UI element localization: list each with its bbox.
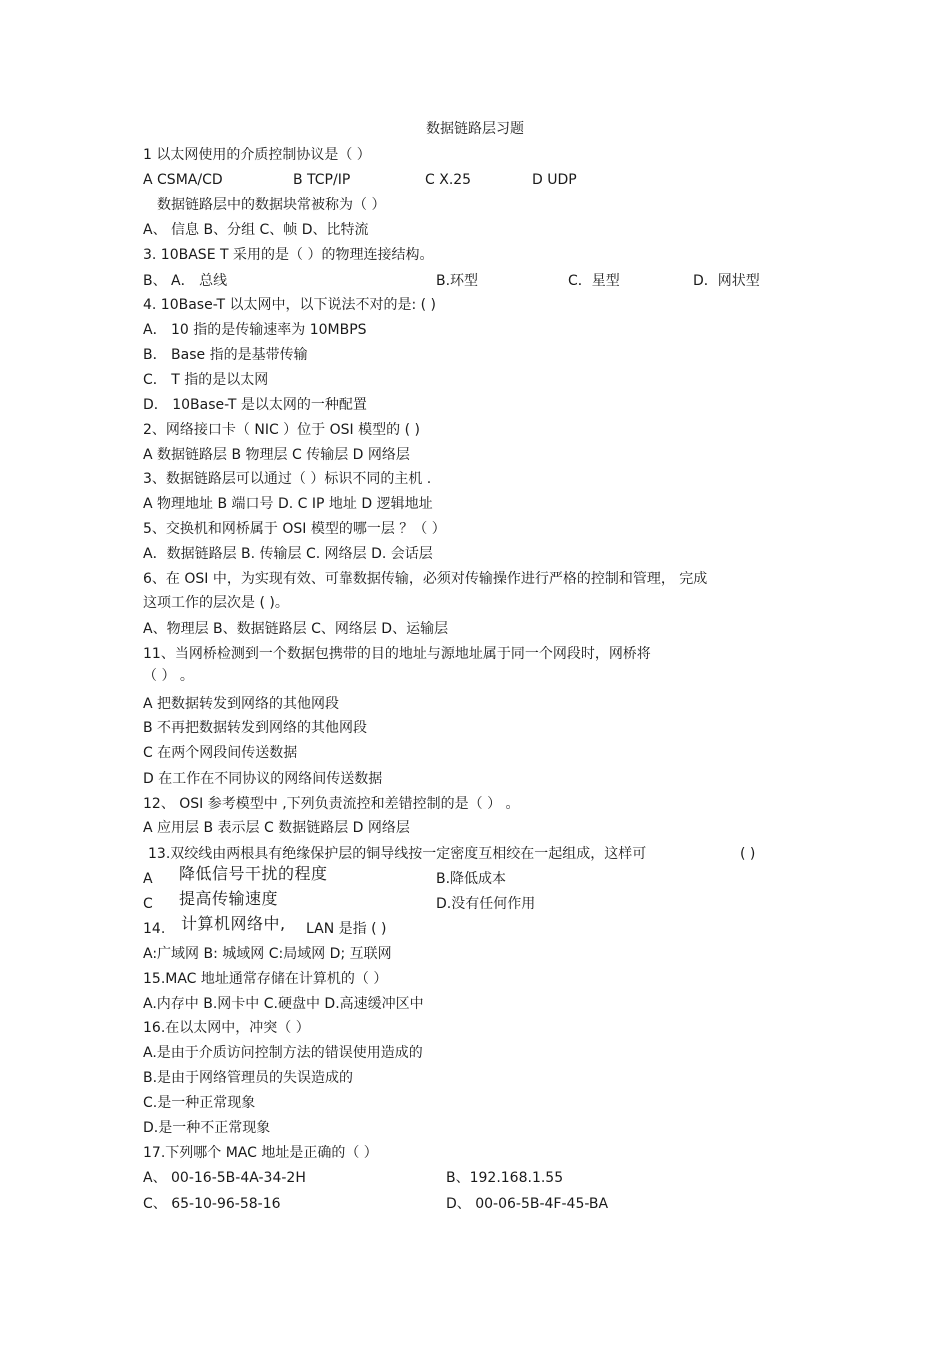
question-3-option-b: B.环型 [436, 273, 479, 289]
question-11-stem: 13.双绞线由两根具有绝缘保护层的铜导线按一定密度互相绞在一起组成，这样可 [148, 846, 647, 862]
question-11-answer-paren: ( ) [740, 846, 756, 862]
question-11-option-b: B.降低成本 [436, 871, 507, 887]
question-11-option-c-text: 提高传输速度 [179, 889, 279, 908]
question-9-option-c: C 在两个网段间传送数据 [143, 745, 298, 761]
question-10-options: A 应用层 B 表示层 C 数据链路层 D 网络层 [143, 820, 410, 836]
question-15-option-c: C、 65-10-96-58-16 [143, 1196, 281, 1212]
question-4-option-a: A． 10 指的是传输速率为 10MBPS [143, 322, 367, 338]
question-9-option-a: A 把数据转发到网络的其他网段 [143, 696, 340, 712]
question-10-stem: 12、 OSI 参考模型中 ,下列负责流控和差错控制的是（ ） 。 [143, 796, 520, 812]
question-15-stem: 17.下列哪个 MAC 地址是正确的（ ） [143, 1145, 378, 1161]
question-3-option-d: D．网状型 [693, 273, 760, 289]
question-14-option-a: A.是由于介质访问控制方法的错误使用造成的 [143, 1045, 423, 1061]
question-12-number: 14. [143, 921, 166, 937]
question-8-stem-line-1: 6、在 OSI 中，为实现有效、可靠数据传输，必须对传输操作进行严格的控制和管理， 完成 [143, 571, 708, 587]
question-3-option-c: C．星型 [568, 273, 620, 289]
question-7-options: A．数据链路层 B. 传输层 C. 网络层 D. 会话层 [143, 546, 433, 562]
question-7-stem: 5、交换机和网桥属于 OSI 模型的哪一层 ？（ ） [143, 521, 446, 537]
question-11-option-a-text: 降低信号干扰的程度 [179, 864, 328, 883]
question-9-stem-line-1: 11、当网桥检测到一个数据包携带的目的地址与源地址属于同一个网段时，网桥将 [143, 646, 651, 662]
question-1-option-b: B TCP/IP [293, 172, 351, 188]
question-15-option-d: D、 00-06-5B-4F-45-BA [446, 1196, 609, 1212]
question-1-option-d: D UDP [532, 172, 577, 188]
question-15-option-b: B、192.168.1.55 [446, 1170, 564, 1186]
question-1-option-a: A CSMA/CD [143, 172, 223, 188]
question-12-stem-rest: LAN 是指 ( ) [306, 921, 387, 937]
question-4-option-d: D． 10Base-T 是以太网的一种配置 [143, 397, 367, 413]
question-14-stem: 16.在以太网中，冲突（ ） [143, 1020, 310, 1036]
question-11-option-c-letter: C [143, 896, 153, 912]
question-13-stem: 15.MAC 地址通常存储在计算机的（ ） [143, 971, 388, 987]
question-2-options: A、 信息 B、分组 C、帧 D、比特流 [143, 222, 369, 238]
question-14-option-d: D.是一种不正常现象 [143, 1120, 271, 1136]
question-11-option-d: D.没有任何作用 [436, 896, 536, 912]
question-5-stem: 2、网络接口卡（ NIC ）位于 OSI 模型的 ( ) [143, 422, 420, 438]
question-14-option-c: C.是一种正常现象 [143, 1095, 256, 1111]
question-14-option-b: B.是由于网络管理员的失误造成的 [143, 1070, 354, 1086]
question-12-options: A:广域网 B: 城域网 C:局域网 D; 互联网 [143, 946, 392, 962]
question-11-option-a-letter: A [143, 871, 153, 887]
question-8-stem-line-2: 这项工作的层次是 ( )。 [143, 595, 289, 611]
question-3-option-a: B、 A． 总线 [143, 273, 228, 289]
question-4-stem: 4. 10Base-T 以太网中，以下说法不对的是: ( ) [143, 297, 437, 313]
question-1-option-c: C X.25 [425, 172, 472, 188]
question-9-stem-line-2: （ ） 。 [143, 668, 194, 684]
question-6-stem: 3、数据链路层可以通过（ ）标识不同的主机 . [143, 471, 432, 487]
question-5-options: A 数据链路层 B 物理层 C 传输层 D 网络层 [143, 447, 410, 463]
question-15-option-a: A、 00-16-5B-4A-34-2H [143, 1170, 306, 1186]
question-9-option-b: B 不再把数据转发到网络的其他网段 [143, 720, 368, 736]
question-4-option-b: B． Base 指的是基带传输 [143, 347, 308, 363]
question-4-option-c: C． T 指的是以太网 [143, 372, 269, 388]
question-9-option-d: D 在工作在不同协议的网络间传送数据 [143, 771, 383, 787]
question-13-options: A.内存中 B.网卡中 C.硬盘中 D.高速缓冲区中 [143, 996, 424, 1012]
page-title: 数据链路层习题 [426, 121, 524, 137]
question-8-options: A、物理层 B、数据链路层 C、网络层 D、运输层 [143, 621, 449, 637]
question-3-stem: 3. 10BASE T 采用的是（ ）的物理连接结构。 [143, 247, 434, 263]
question-6-options: A 物理地址 B 端口号 D. C IP 地址 D 逻辑地址 [143, 496, 433, 512]
question-12-stem-handwritten: 计算机网络中, [181, 914, 286, 933]
question-2-stem: 数据链路层中的数据块常被称为（ ） [157, 197, 386, 213]
question-1-stem: 1 以太网使用的介质控制协议是（ ） [143, 147, 371, 163]
